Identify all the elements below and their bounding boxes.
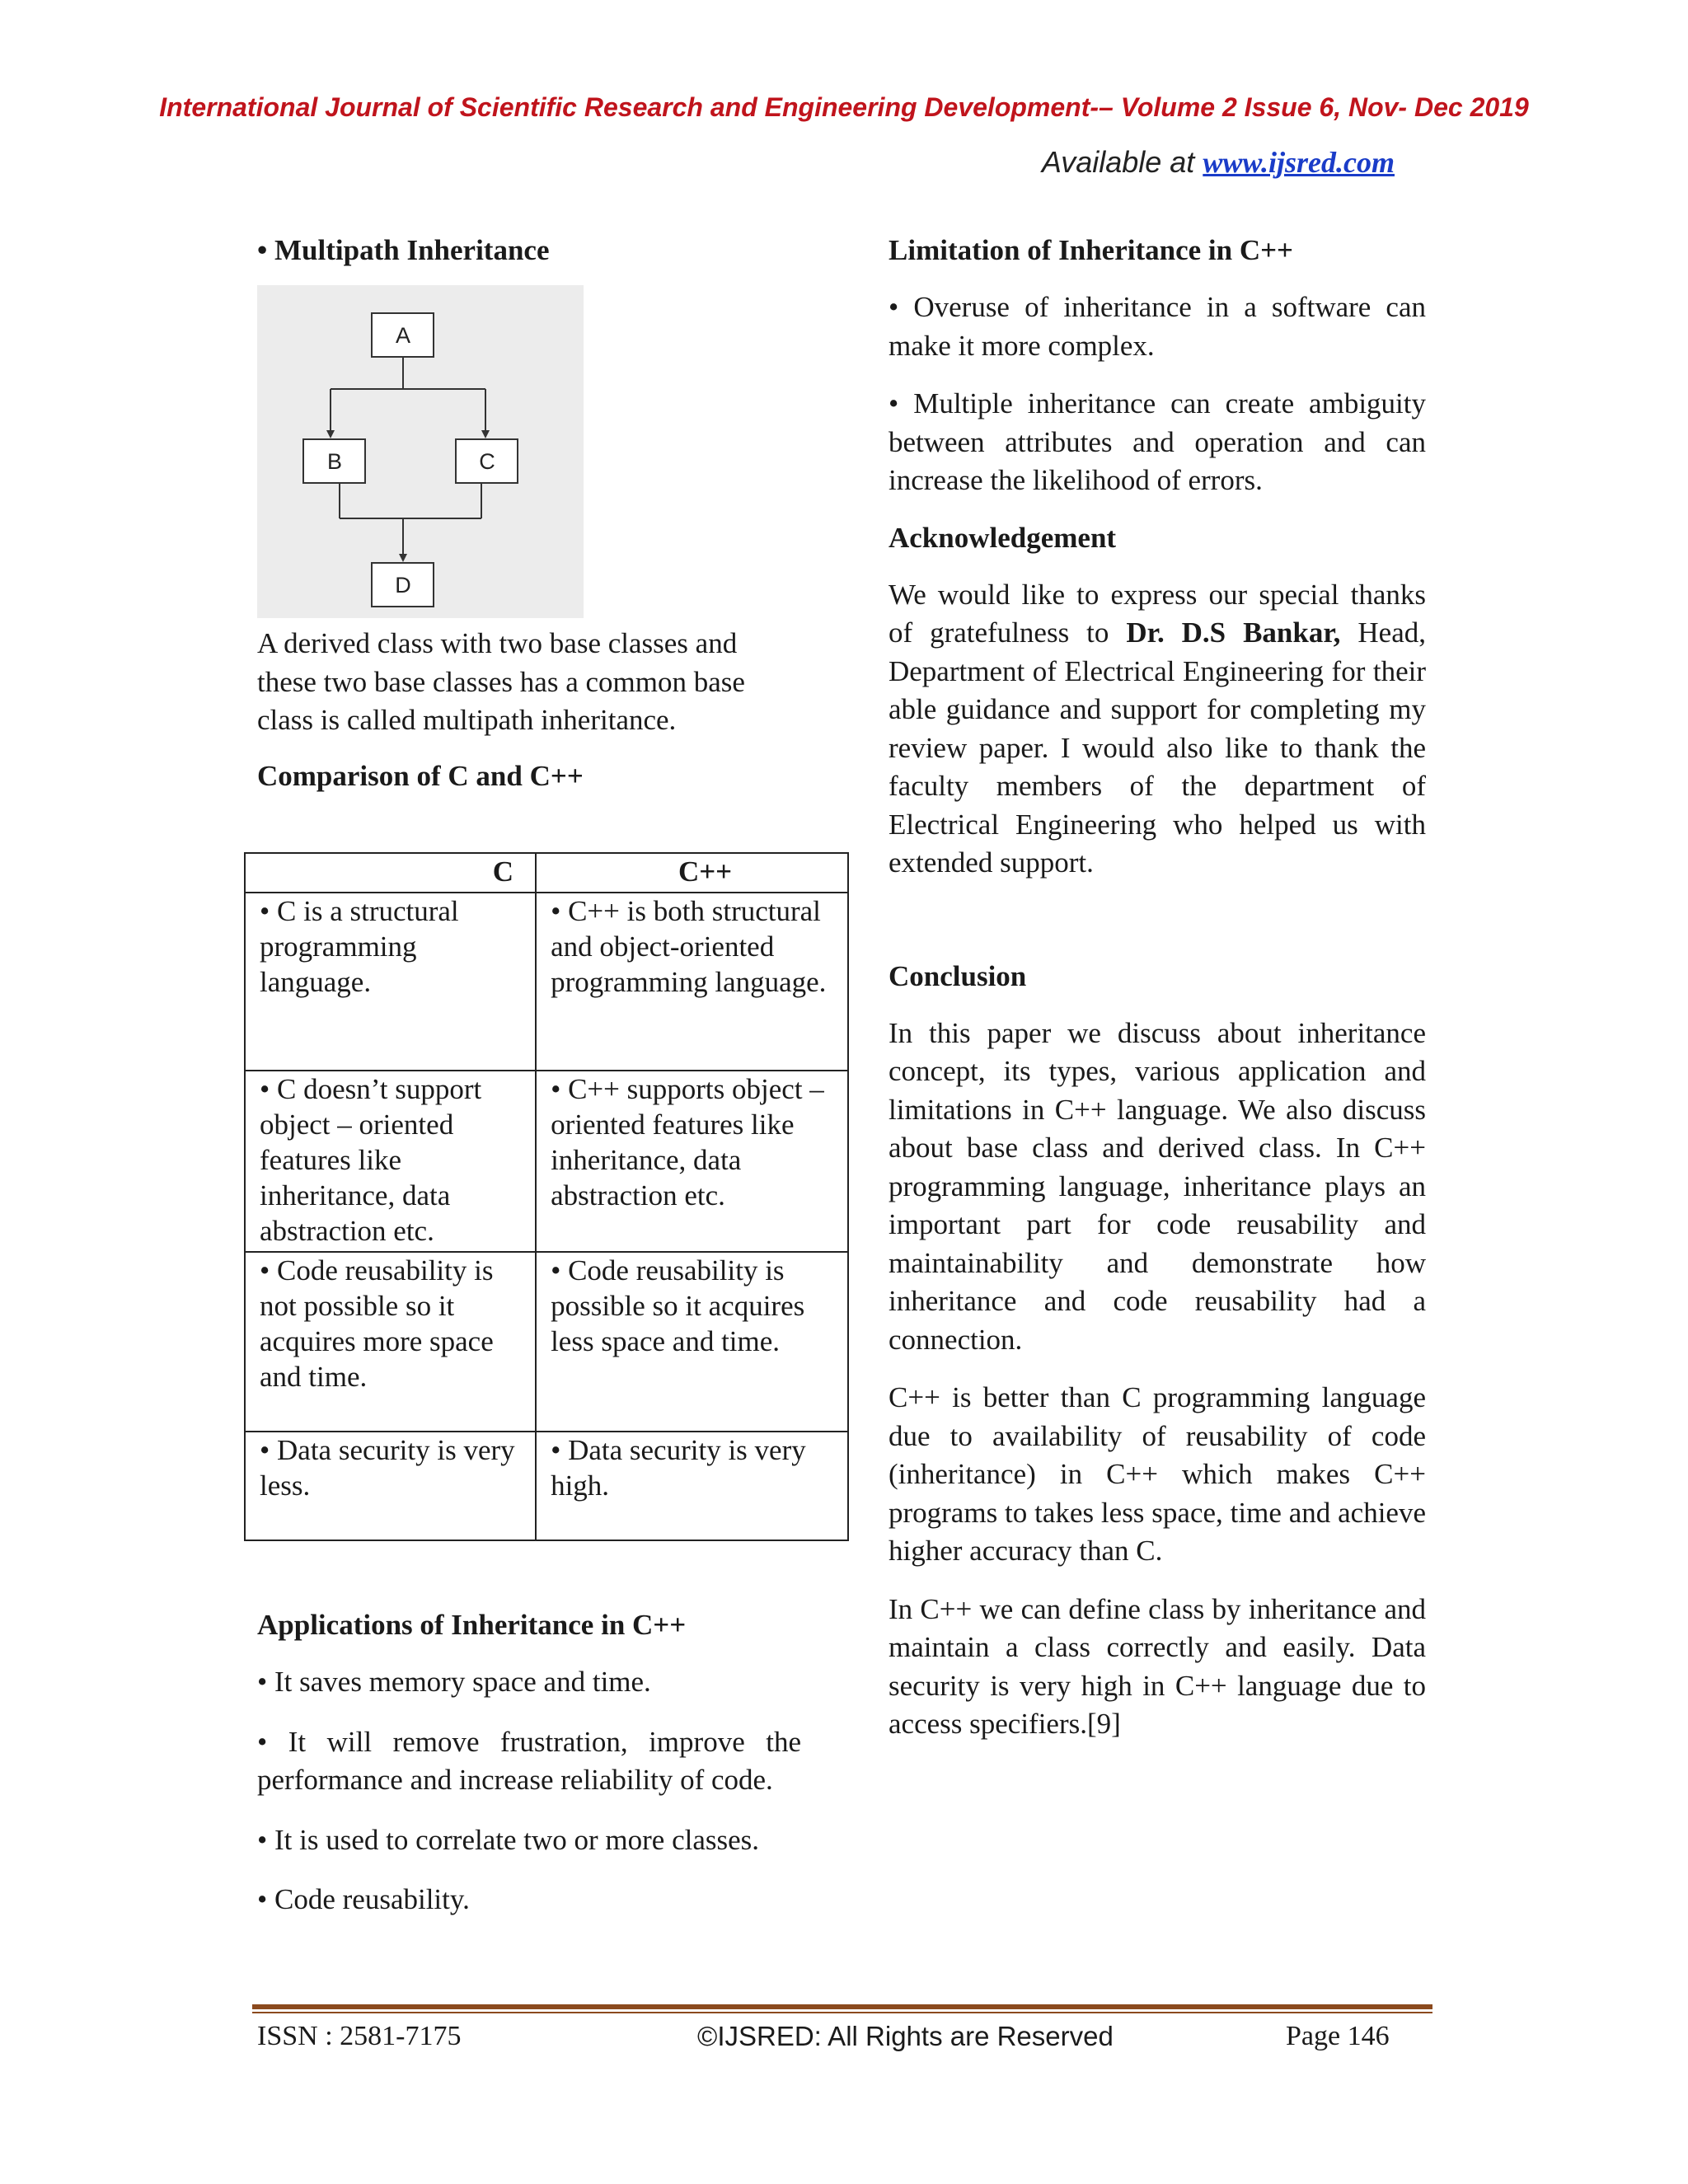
table-cell: • Data security is very less. xyxy=(245,1432,536,1540)
acknowledgement-heading: Acknowledgement xyxy=(889,521,1117,554)
node-a-label: A xyxy=(395,323,411,348)
footer-copyright: ©IJSRED: All Rights are Reserved xyxy=(697,2021,1114,2051)
available-at xyxy=(1042,145,1395,180)
application-item: • It will remove frustration, improve the performance and increase reliability of code. xyxy=(257,1725,801,1796)
table-cell: • C is a structural programming language. xyxy=(245,893,536,1071)
table-cell: • C++ supports object – oriented features like inheritance, data abstraction etc. xyxy=(536,1071,848,1252)
arrow-to-b xyxy=(326,430,335,438)
arrow-to-d xyxy=(399,554,407,562)
footer-page-number: Page 146 xyxy=(1286,2021,1390,2051)
table-cell: • Code reusability is possible so it acquires less space and time. xyxy=(536,1252,848,1432)
journal-link[interactable]: www.ijsred.com xyxy=(1203,146,1395,179)
limitation-item: • Multiple inheritance can create ambiguity between attributes and operation and can increase the likelihood of errors. xyxy=(889,387,1426,496)
conclusion-heading: Conclusion xyxy=(889,959,1027,992)
limitation-heading: Limitation of Inheritance in C++ xyxy=(889,234,1293,266)
left-column xyxy=(257,232,801,794)
multipath-diagram-svg xyxy=(257,285,584,618)
comparison-table xyxy=(244,852,849,1541)
multipath-diagram xyxy=(257,285,584,618)
table-header-cpp: C++ xyxy=(536,853,848,893)
conclusion-paragraph: In this paper we discuss about inheritance concept, its types, various application and limitations in C++ language. We also discuss about base class and derived class. In C++ programming language, inheritance plays an important part for code reusability and maintainability and demonstrate how inheritance and code reusability had a connection. xyxy=(889,1016,1426,1356)
table-row xyxy=(245,893,848,1071)
node-b-label: B xyxy=(326,449,343,474)
table-row xyxy=(245,1432,848,1540)
footer-issn: ISSN : 2581-7175 xyxy=(257,2021,462,2051)
table-cell: • Data security is very high. xyxy=(536,1432,848,1540)
table-header-c: C xyxy=(245,853,536,893)
multipath-description: A derived class with two base classes and these two base classes has a common base class is called multipath inheritance. xyxy=(257,627,745,736)
comparison-heading: Comparison of C and C++ xyxy=(257,759,584,792)
ack-name: Dr. D.S Bankar, xyxy=(1126,616,1341,649)
application-item: • It is used to correlate two or more classes. xyxy=(257,1823,760,1856)
footer-rule-thin xyxy=(252,2012,1432,2013)
node-d-label: D xyxy=(395,573,411,598)
available-prefix: Available at xyxy=(1041,145,1203,179)
conclusion-paragraph: In C++ we can define class by inheritance and maintain a class correctly and easily. Data security is very high in C++ language due to access specifiers.[9] xyxy=(889,1592,1426,1740)
table-cell: • C++ is both structural and object-oriented programming language. xyxy=(536,893,848,1071)
arrow-to-c xyxy=(481,430,490,438)
limitation-item: • Overuse of inheritance in a software can make it more complex. xyxy=(889,291,1426,362)
applications-section xyxy=(257,1607,801,1919)
multipath-heading: • Multipath Inheritance xyxy=(257,234,550,266)
acknowledgement-text xyxy=(889,576,1426,883)
table-cell: • C doesn’t support object – oriented features like inheritance, data abstraction etc. xyxy=(245,1071,536,1252)
node-c-label: C xyxy=(479,449,495,474)
applications-heading: Applications of Inheritance in C++ xyxy=(257,1609,687,1641)
journal-header: International Journal of Scientific Research and Engineering Development-– Volume 2 Issue 6, Nov- Dec 2019 xyxy=(159,92,1529,122)
ack-text-before: We would like to express our special thanks of gratefulness to xyxy=(889,578,1426,649)
application-item: • It saves memory space and time. xyxy=(257,1666,651,1698)
table-cell: • Code reusability is not possible so it acquires more space and time. xyxy=(245,1252,536,1432)
application-item: • Code reusability. xyxy=(257,1883,470,1915)
table-row xyxy=(245,1252,848,1432)
table-header-row xyxy=(245,853,848,893)
conclusion-paragraph: C++ is better than C programming language due to availability of reusability of code (inheritance) in C++ which makes C++ programs to takes less space, time and achieve higher accuracy than C. xyxy=(889,1381,1426,1567)
ack-text-after: Head, Department of Electrical Engineering for their able guidance and support for completing my review paper. I would also like to thank the faculty members of the department of Electrical Engineering who helped us with extended support. xyxy=(889,616,1426,879)
table-row xyxy=(245,1071,848,1252)
right-column xyxy=(889,232,1426,1744)
footer-rule xyxy=(252,2004,1432,2009)
